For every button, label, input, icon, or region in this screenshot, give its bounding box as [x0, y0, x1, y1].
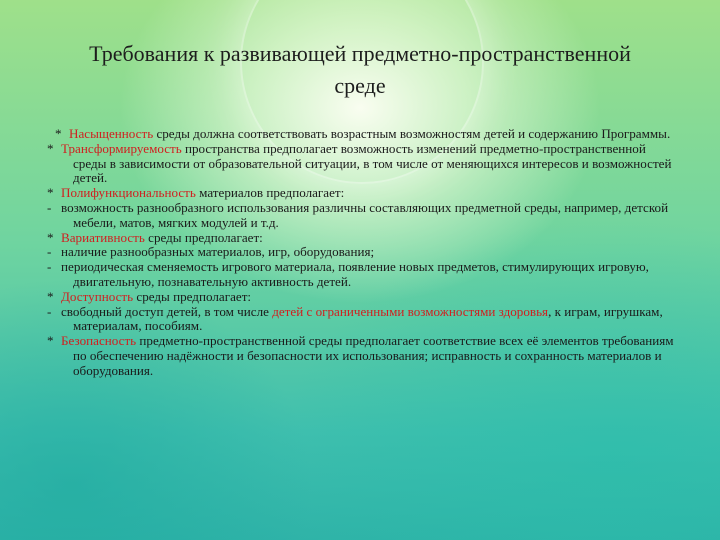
- requirements-list: [47, 127, 679, 379]
- item-transformability: * Трансформируемость пространства предполагает возможность изменений предметно-пространственной среды в зависимости от образовательной ситуации, в том числе от меняющихся интересов и возможностей детей.: [47, 140, 672, 186]
- title-line-1: Требования к развивающей предметно-пространственной: [89, 41, 631, 66]
- item-saturation: * Насыщенность среды должна соответствовать возрастным возможностям детей и содержанию Программы.: [55, 126, 671, 141]
- term-polyfunctionality: Полифункциональность: [61, 185, 196, 201]
- term-safety: Безопасность: [61, 333, 137, 349]
- highlight-disabilities: детей с ограниченными возможностями здоровья: [272, 303, 549, 319]
- sub-item-rotation: - периодическая сменяемость игрового материала, появление новых предметов, стимулирующих игровую, двигательную, познавательную активность детей.: [47, 259, 649, 289]
- term-saturation: Насыщенность: [69, 126, 154, 141]
- sub-item-materials: - наличие разнообразных материалов, игр, оборудования;: [47, 244, 375, 260]
- item-polyfunctionality: * Полифункциональность материалов предполагает:: [47, 185, 345, 201]
- item-variability: * Вариативность среды предполагает:: [47, 229, 263, 245]
- title-line-2: среде: [334, 73, 386, 98]
- item-accessibility: * Доступность среды предполагает:: [47, 288, 252, 304]
- item-safety: * Безопасность предметно-пространственной среды предполагает соответствие всех её элементов требованиям по обеспечению надёжности и безопасности их использования; исправность и сохранность материалов и оборудования.: [47, 333, 674, 378]
- sub-item-varied-use: - возможность разнообразного использования различны составляющих предметной среды, например, детской мебели, матов, мягких модулей и т.д.: [47, 199, 669, 230]
- term-accessibility: Доступность: [61, 288, 134, 304]
- sub-item-free-access: - свободный доступ детей, в том числе детей с ограниченными возможностями здоровья, к играм, игрушкам, материалам, пособиям.: [47, 303, 663, 334]
- slide-title: [40, 38, 680, 102]
- term-transformability: Трансформируемость: [61, 140, 182, 156]
- term-variability: Вариативность: [61, 229, 145, 245]
